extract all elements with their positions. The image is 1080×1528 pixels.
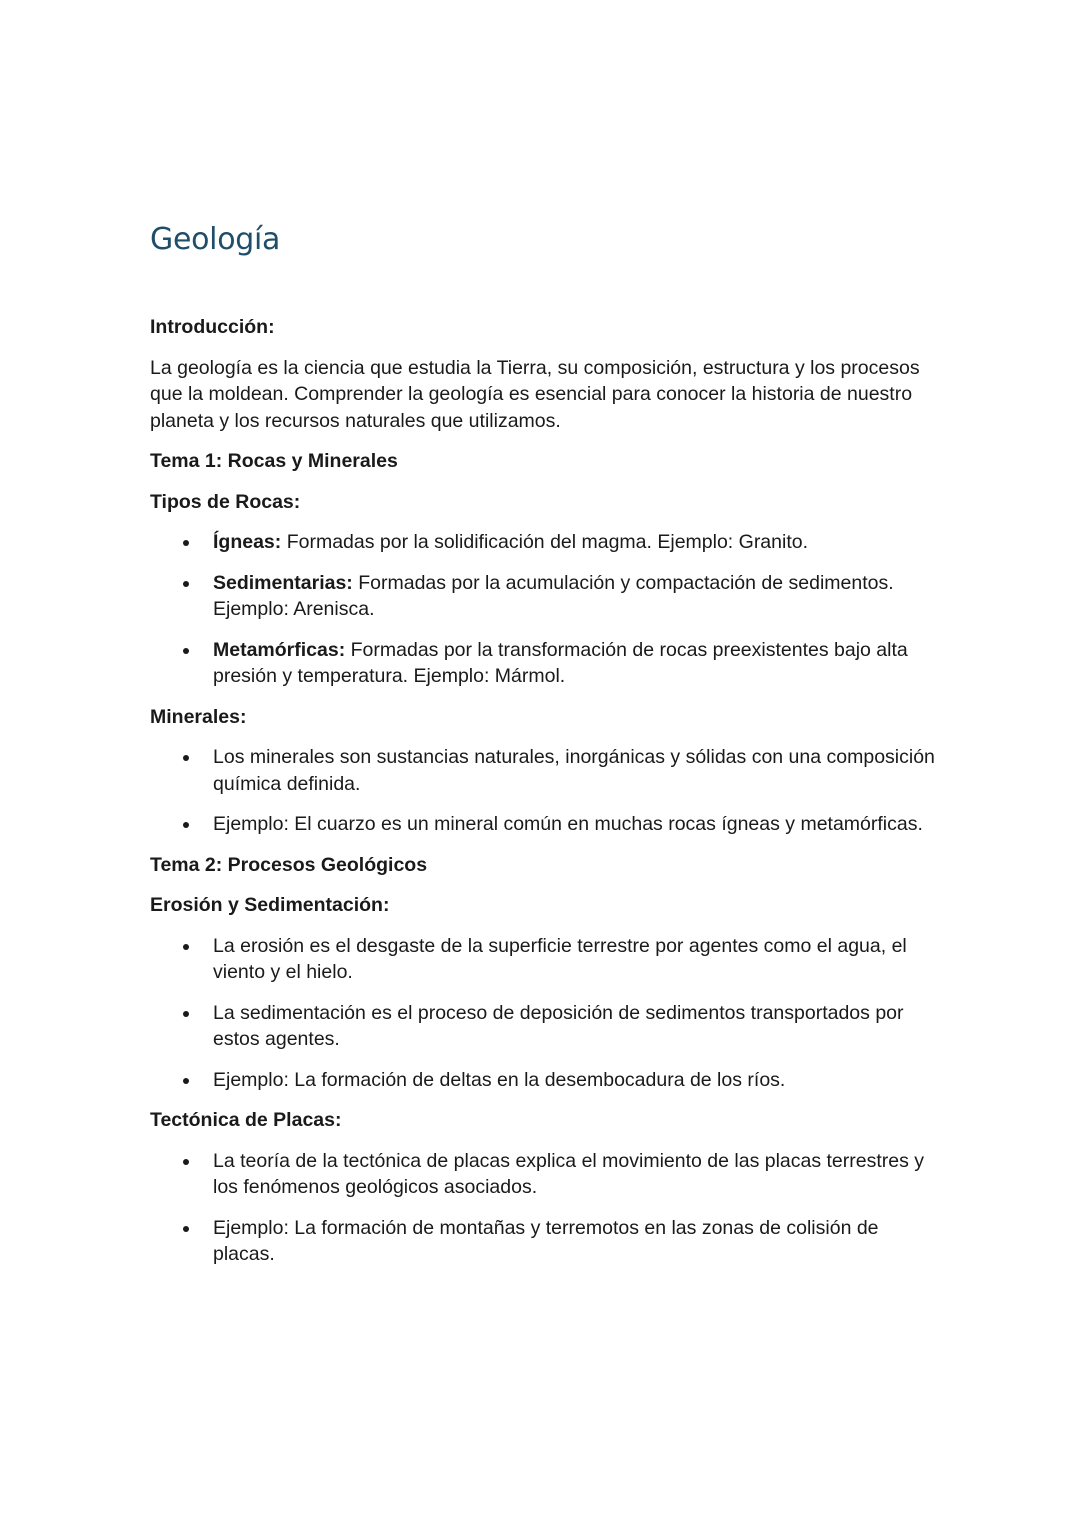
page-title: Geología — [150, 222, 281, 257]
tema1-heading: Tema 1: Rocas y Minerales — [150, 450, 398, 472]
rocas-list — [150, 529, 940, 690]
list-item-text: La erosión es el desgaste de la superficie terrestre por agentes como el agua, el viento y el hielo. — [213, 934, 907, 983]
bullet-icon — [183, 1159, 189, 1165]
list-item — [150, 637, 940, 690]
bullet-icon — [183, 648, 189, 654]
list-item-text: Ejemplo: El cuarzo es un mineral común en muchas rocas ígneas y metamórficas. — [213, 813, 923, 835]
minerales-heading: Minerales: — [150, 705, 247, 728]
list-item-text: Los minerales son sustancias naturales, inorgánicas y sólidas con una composición química definida. — [213, 746, 935, 795]
list-item — [150, 570, 940, 623]
bullet-icon — [183, 1011, 189, 1017]
rock-type-description: Formadas por la solidificación del magma. Ejemplo: Granito. — [281, 531, 809, 553]
tema2-heading: Tema 2: Procesos Geológicos — [150, 853, 428, 876]
bullet-icon — [183, 944, 189, 950]
list-item-text: Ejemplo: La formación de montañas y terremotos en las zonas de colisión de placas. — [213, 1216, 879, 1265]
minerales-list — [150, 744, 940, 838]
list-item — [150, 1148, 940, 1201]
rock-type-term: Ígneas: — [213, 531, 282, 553]
bullet-icon — [183, 540, 189, 546]
erosion-list — [150, 933, 940, 1094]
list-item — [150, 1215, 940, 1268]
list-item — [150, 811, 940, 838]
bullet-icon — [183, 581, 189, 587]
bullet-icon — [183, 822, 189, 828]
list-item-text: La teoría de la tectónica de placas explica el movimiento de las placas terrestres y los fenómenos geológicos asociados. — [213, 1149, 925, 1198]
list-item — [150, 933, 940, 986]
erosion-heading: Erosión y Sedimentación: — [150, 894, 390, 916]
bullet-icon — [183, 1226, 189, 1232]
list-item-text: Ejemplo: La formación de deltas en la desembocadura de los ríos. — [213, 1068, 786, 1091]
rock-type-description: Formadas por la transformación de rocas preexistentes bajo alta presión y temperatura. Ejemplo: Mármol. — [213, 638, 908, 687]
bullet-icon — [183, 1078, 189, 1084]
tectonica-heading: Tectónica de Placas: — [150, 1109, 342, 1131]
list-item — [150, 1000, 940, 1053]
rocas-heading: Tipos de Rocas: — [150, 490, 301, 513]
intro-paragraph: La geología es la ciencia que estudia la Tierra, su composición, estructura y los procesos que la moldean. Comprender la geología es esencial para conocer la historia de nuestro planeta y los recursos naturales que utilizamos. — [150, 356, 920, 432]
tectonica-list — [150, 1148, 940, 1268]
list-item — [150, 744, 940, 797]
list-item — [150, 529, 940, 556]
rock-type-term: Metamórficas: — [213, 638, 346, 661]
document-body — [150, 314, 940, 1282]
bullet-icon — [183, 755, 189, 761]
list-item-text: La sedimentación es el proceso de deposición de sedimentos transportados por estos agentes. — [213, 1001, 904, 1050]
rock-type-description: Formadas por la acumulación y compactación de sedimentos. Ejemplo: Arenisca. — [213, 571, 894, 620]
intro-heading: Introducción: — [150, 316, 275, 338]
list-item — [150, 1067, 940, 1094]
rock-type-term: Sedimentarias: — [213, 571, 353, 594]
